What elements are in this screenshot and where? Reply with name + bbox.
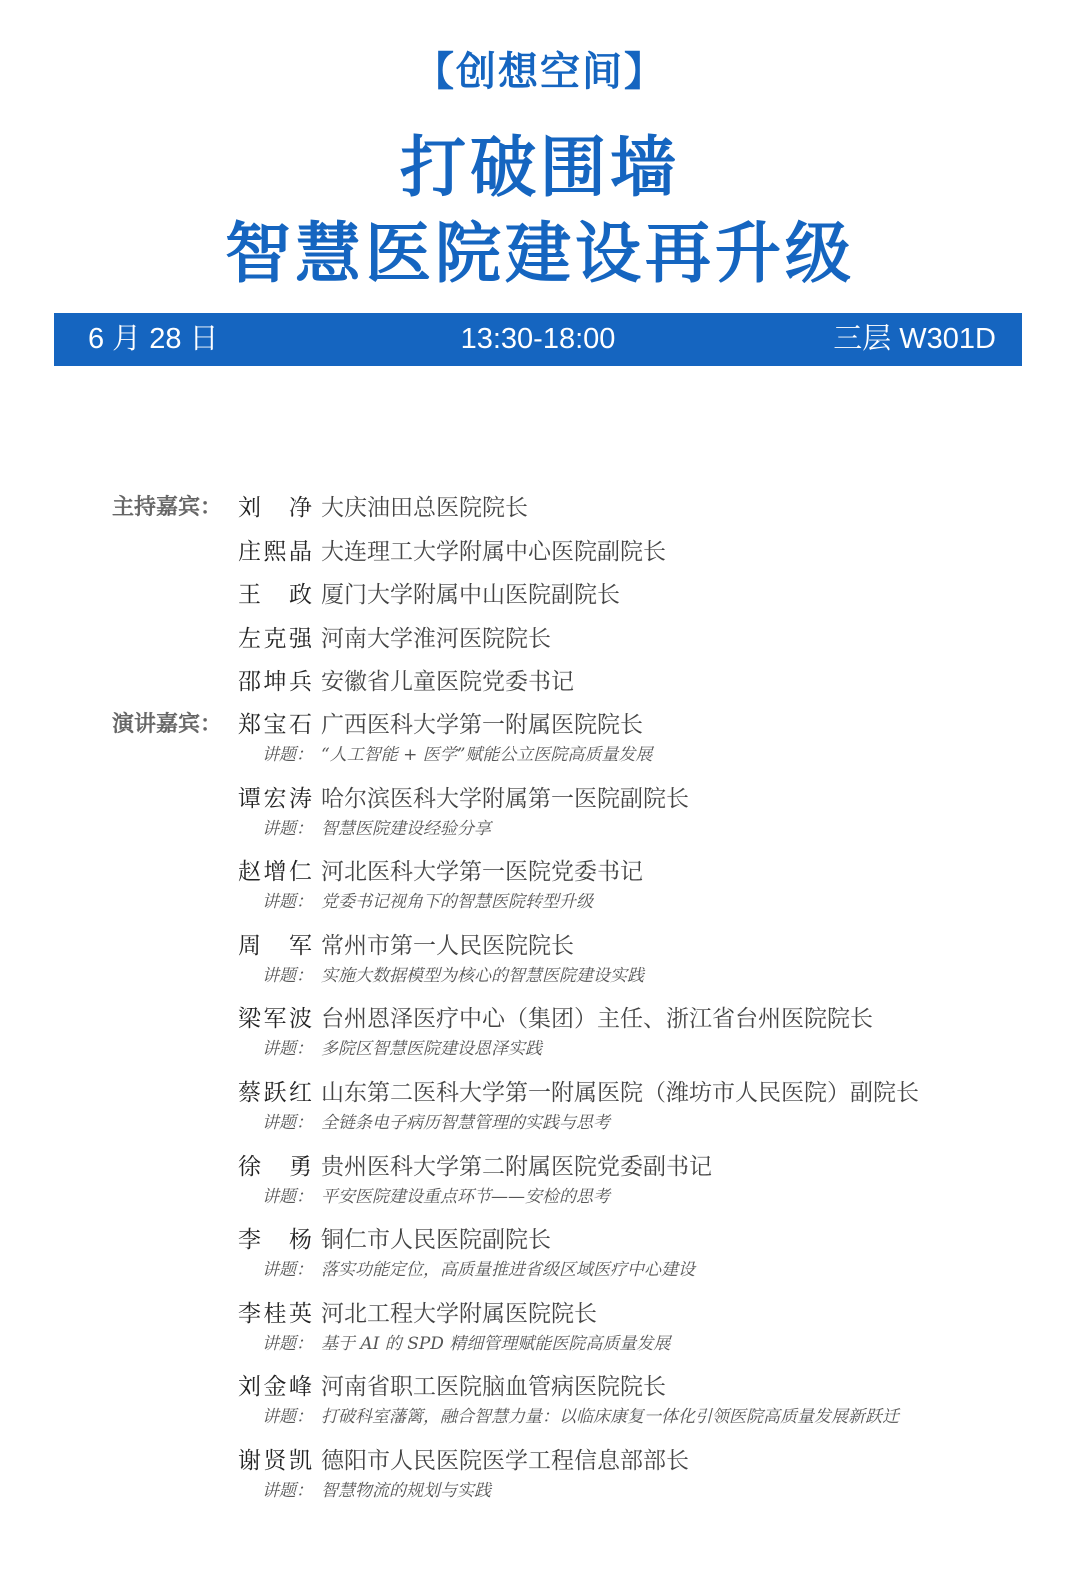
topic-label: 讲题： (262, 1334, 313, 1354)
speaker-topic (0, 1184, 1080, 1210)
speaker-position: 河南省职工医院脑血管病医院院长 (321, 1374, 666, 1400)
speaker-topic (0, 1331, 1080, 1357)
topic-text: “人工智能 + 医学”赋能公立医院高质量发展 (321, 745, 653, 765)
section-tag: 【创想空间】 (414, 49, 666, 95)
speaker-position: 山东第二医科大学第一附属医院（潍坊市人民医院）副院长 (321, 1080, 919, 1106)
speaker-name: 李 杨 (238, 1227, 312, 1253)
host-row (0, 490, 1080, 526)
event-time: 13:30-18:00 (460, 323, 616, 355)
speaker-row (0, 1149, 1080, 1185)
speaker-row (0, 1222, 1080, 1258)
speaker-row (0, 1075, 1080, 1111)
speaker-topic (0, 1404, 1080, 1430)
speaker-row (0, 1296, 1080, 1332)
host-row (0, 621, 1080, 657)
host-position: 河南大学淮河医院院长 (321, 626, 551, 652)
host-row (0, 534, 1080, 570)
speaker-topic (0, 1257, 1080, 1283)
speaker-topic (0, 1036, 1080, 1062)
speaker-position: 哈尔滨医科大学附属第一医院副院长 (321, 786, 689, 812)
page-title-line1: 打破围墙 (400, 129, 680, 206)
speaker-name: 梁军波 (238, 1006, 312, 1032)
page-title-line2: 智慧医院建设再升级 (225, 215, 855, 292)
topic-text: 打破科室藩篱，融合智慧力量：以临床康复一体化引领医院高质量发展新跃迁 (321, 1407, 899, 1427)
speaker-name: 刘金峰 (238, 1374, 312, 1400)
topic-text: 智慧物流的规划与实践 (321, 1481, 491, 1501)
speaker-name: 赵增仁 (238, 859, 312, 885)
topic-label: 讲题： (262, 745, 313, 765)
speaker-topic (0, 889, 1080, 915)
topic-text: 落实功能定位，高质量推进省级区域医疗中心建设 (321, 1260, 695, 1280)
speaker-position: 广西医科大学第一附属医院院长 (321, 712, 643, 738)
speaker-position: 河北工程大学附属医院院长 (321, 1301, 597, 1327)
speaker-position: 河北医科大学第一医院党委书记 (321, 859, 643, 885)
host-position: 安徽省儿童医院党委书记 (321, 669, 574, 695)
topic-text: 多院区智慧医院建设恩泽实践 (321, 1039, 542, 1059)
topic-text: 平安医院建设重点环节——安检的思考 (321, 1187, 610, 1207)
speaker-position: 常州市第一人民医院院长 (321, 933, 574, 959)
topic-label: 讲题： (262, 1113, 313, 1133)
speaker-position: 贵州医科大学第二附属医院党委副书记 (321, 1154, 712, 1180)
topic-label: 讲题： (262, 1260, 313, 1280)
speaker-name: 周 军 (238, 933, 312, 959)
host-position: 大庆油田总医院院长 (321, 495, 528, 521)
host-name: 王 政 (238, 582, 312, 608)
event-date: 6 月 28 日 (88, 323, 219, 355)
topic-label: 讲题： (262, 819, 313, 839)
host-row (0, 577, 1080, 613)
speaker-name: 郑宝石 (238, 712, 312, 738)
topic-label: 讲题： (262, 1407, 313, 1427)
event-venue: 三层 W301D (833, 323, 996, 355)
host-name: 左克强 (238, 626, 312, 652)
speaker-row (0, 928, 1080, 964)
speaker-position: 铜仁市人民医院副院长 (321, 1227, 551, 1253)
topic-label: 讲题： (262, 1481, 313, 1501)
topic-text: 实施大数据模型为核心的智慧医院建设实践 (321, 966, 644, 986)
speaker-name: 蔡跃红 (238, 1080, 312, 1106)
speaker-row (0, 707, 1080, 743)
speaker-row (0, 1369, 1080, 1405)
host-row (0, 664, 1080, 700)
speaker-topic (0, 963, 1080, 989)
topic-text: 全链条电子病历智慧管理的实践与思考 (321, 1113, 610, 1133)
topic-label: 讲题： (262, 1187, 313, 1207)
host-name: 刘 净 (238, 495, 312, 521)
speaker-row (0, 781, 1080, 817)
speaker-topic (0, 1478, 1080, 1504)
host-position: 厦门大学附属中山医院副院长 (321, 582, 620, 608)
topic-text: 基于 AI 的 SPD 精细管理赋能医院高质量发展 (321, 1334, 671, 1354)
topic-label: 讲题： (262, 966, 313, 986)
host-name: 庄熙晶 (238, 539, 312, 565)
host-position: 大连理工大学附属中心医院副院长 (321, 539, 666, 565)
topic-label: 讲题： (262, 1039, 313, 1059)
speaker-row (0, 1443, 1080, 1479)
speaker-name: 谢贤凯 (238, 1448, 312, 1474)
speaker-position: 台州恩泽医疗中心（集团）主任、浙江省台州医院院长 (321, 1006, 873, 1032)
speaker-name: 李桂英 (238, 1301, 312, 1327)
speaker-topic (0, 742, 1080, 768)
speakers-label: 演讲嘉宾： (112, 712, 223, 737)
speaker-name: 徐 勇 (238, 1154, 312, 1180)
speaker-topic (0, 1110, 1080, 1136)
info-bar (54, 313, 1022, 366)
speaker-row (0, 854, 1080, 890)
topic-text: 党委书记视角下的智慧医院转型升级 (321, 892, 593, 912)
host-name: 邵坤兵 (238, 669, 312, 695)
speaker-name: 谭宏涛 (238, 786, 312, 812)
speaker-position: 德阳市人民医院医学工程信息部部长 (321, 1448, 689, 1474)
speaker-row (0, 1001, 1080, 1037)
topic-text: 智慧医院建设经验分享 (321, 819, 491, 839)
hosts-label: 主持嘉宾： (112, 495, 223, 520)
topic-label: 讲题： (262, 892, 313, 912)
speaker-topic (0, 816, 1080, 842)
